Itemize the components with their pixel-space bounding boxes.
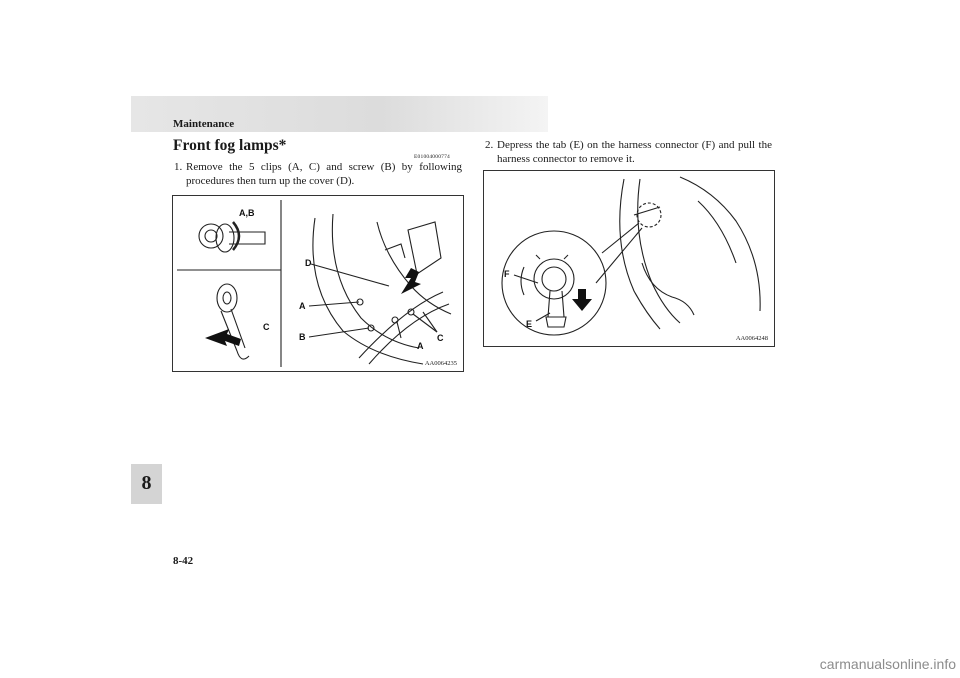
watermark: carmanualsonline.info: [819, 656, 956, 672]
fig1-label-a: A: [299, 301, 306, 311]
fig1-label-ab: A,B: [239, 208, 255, 218]
article-code: E01004000774: [414, 154, 451, 160]
article-title: Front fog lamps*: [173, 137, 287, 154]
chapter-number: 8: [141, 472, 152, 494]
fig2-label-f: F: [504, 269, 510, 279]
fig1-label-c: C: [263, 322, 270, 332]
page-number: 8-42: [173, 555, 194, 567]
section-label: Maintenance: [173, 118, 235, 130]
figure-clips-removal: [172, 195, 464, 372]
figure-1-code: AA0064235: [424, 360, 457, 367]
fig1-label-d: D: [305, 258, 312, 268]
step-2: [485, 138, 772, 166]
step-2-number: 2.: [485, 139, 494, 151]
fig1-label-c2: C: [437, 333, 444, 343]
chapter-tab: [131, 464, 162, 504]
fig1-label-b: B: [299, 332, 306, 342]
figure-1-drawing: [173, 196, 463, 371]
step-1-text: Remove the 5 clips (A, C) and screw (B) by following procedures then turn up the cover (D).: [186, 161, 462, 187]
figure-2-drawing: [484, 171, 774, 346]
figure-2-code: AA0064248: [735, 335, 768, 342]
step-1-number: 1.: [174, 161, 183, 173]
fig2-label-e: E: [526, 319, 533, 329]
step-2-text: Depress the tab (E) on the harness connector (F) and pull the harness connector to remove it.: [497, 139, 772, 165]
step-1: [174, 160, 462, 188]
figure-harness-connector: [483, 170, 775, 347]
fig1-label-a2: A: [417, 341, 424, 351]
